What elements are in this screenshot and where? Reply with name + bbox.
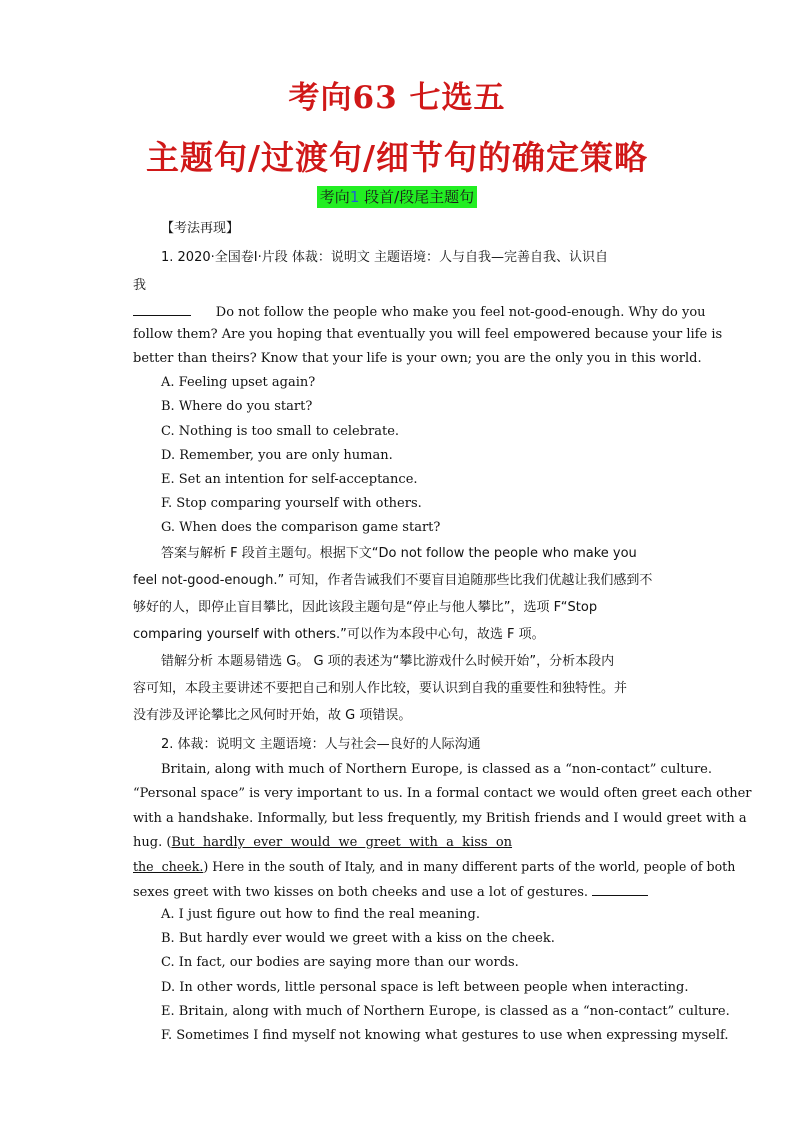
q1-option-e: E. Set an intention for self-acceptance. bbox=[161, 472, 418, 487]
q1-option-g: G. When does the comparison game start? bbox=[161, 520, 441, 535]
q1-option-c: C. Nothing is too small to celebrate. bbox=[161, 424, 400, 439]
q1-answer-line-2: feel not-good-enough.” 可知，作者告诫我们不要盲目追随那些比我们优越让我们感到不 bbox=[133, 573, 653, 588]
page-title: 考向63 七选五 bbox=[288, 80, 506, 116]
q1-answer-line-4: comparing yourself with others.”可以作为本段中心句，故选 F 项。 bbox=[133, 627, 545, 642]
q2-passage-line-4 bbox=[133, 833, 663, 853]
answer-blank bbox=[592, 881, 648, 896]
q2-passage-line-5 bbox=[133, 857, 736, 877]
q2-passage-text-4a: hug. ( bbox=[133, 835, 172, 850]
q2-option-f: F. Sometimes I find myself not knowing what gestures to use when expressing myself. bbox=[161, 1028, 729, 1043]
q2-passage-line-1: Britain, along with much of Northern Europe, is classed as a “non-contact” culture. bbox=[161, 762, 713, 777]
q1-option-d: D. Remember, you are only human. bbox=[161, 448, 393, 463]
q2-passage-line-3: with a handshake. Informally, but less frequently, my British friends and I would greet with a bbox=[133, 811, 747, 826]
q2-option-e: E. Britain, along with much of Northern Europe, is classed as a “non-contact” culture. bbox=[161, 1004, 730, 1019]
q2-underlined-answer-cont: the cheek. bbox=[133, 859, 204, 874]
q1-error-line-3: 没有涉及评论攀比之风何时开始，故 G 项错误。 bbox=[133, 708, 412, 723]
q2-option-c: C. In fact, our bodies are saying more than our words. bbox=[161, 955, 519, 970]
q2-passage-line-2: “Personal space” is very important to us. In a formal contact we would often greet each other bbox=[133, 786, 752, 801]
kaofa-heading: 【考法再现】 bbox=[161, 221, 240, 236]
q1-error-line-2: 容可知，本段主要讲述不要把自己和别人作比较，要认识到自我的重要性和独特性。并 bbox=[133, 681, 628, 696]
q1-header-cont: 我 bbox=[133, 278, 147, 293]
q2-header: 2. 体裁：说明文 主题语境：人与社会—良好的人际沟通 bbox=[161, 737, 481, 752]
section-tag bbox=[0, 186, 794, 207]
q1-answer-line-3: 够好的人，即停止盲目攀比，因此该段主题句是“停止与他人攀比”，选项 F“Stop bbox=[133, 600, 598, 615]
q1-answer-line-1: 答案与解析 F 段首主题句。根据下文“Do not follow the people who make you bbox=[161, 546, 637, 561]
q1-passage-line-2: follow them? Are you hoping that eventually you will feel empowered because your life is bbox=[133, 327, 723, 342]
q2-option-d: D. In other words, little personal space is left between people when interacting. bbox=[161, 980, 689, 995]
section-tag-text: 段首/段尾主题句 bbox=[359, 188, 475, 206]
q2-passage-text-6: sexes greet with two kisses on both cheeks and use a lot of gestures. bbox=[133, 885, 589, 900]
q1-passage-line-3: better than theirs? Know that your life is your own; you are the only you in this world. bbox=[133, 351, 702, 366]
q2-underlined-answer: But hardly ever would we greet with a kiss on bbox=[171, 835, 513, 850]
q1-error-line-1: 错解分析 本题易错选 G。 G 项的表述为“攀比游戏什么时候开始”，分析本段内 bbox=[161, 654, 615, 669]
answer-blank bbox=[133, 301, 191, 316]
q1-option-f: F. Stop comparing yourself with others. bbox=[161, 496, 422, 511]
q1-option-a: A. Feeling upset again? bbox=[161, 375, 316, 390]
section-tag-number: 1 bbox=[349, 188, 360, 206]
q2-option-b: B. But hardly ever would we greet with a kiss on the cheek. bbox=[161, 931, 555, 946]
q1-header: 1. 2020·全国卷Ⅰ·片段 体裁：说明文 主题语境：人与自我—完善自我、认识自 bbox=[161, 250, 608, 265]
q1-option-b: B. Where do you start? bbox=[161, 399, 313, 414]
q2-option-a: A. I just figure out how to find the real meaning. bbox=[161, 907, 480, 922]
q1-passage-text-1: Do not follow the people who make you feel not-good-enough. Why do you bbox=[215, 305, 706, 320]
page-subtitle: 主题句/过渡句/细节句的确定策略 bbox=[145, 138, 649, 177]
section-tag-prefix: 考向 bbox=[319, 188, 350, 206]
q1-passage-line-1 bbox=[133, 301, 706, 323]
section-tag-highlight bbox=[317, 186, 477, 208]
q2-passage-line-6 bbox=[133, 881, 663, 903]
q2-passage-text-5: ) Here in the south of Italy, and in many different parts of the world, people of both bbox=[203, 859, 736, 874]
